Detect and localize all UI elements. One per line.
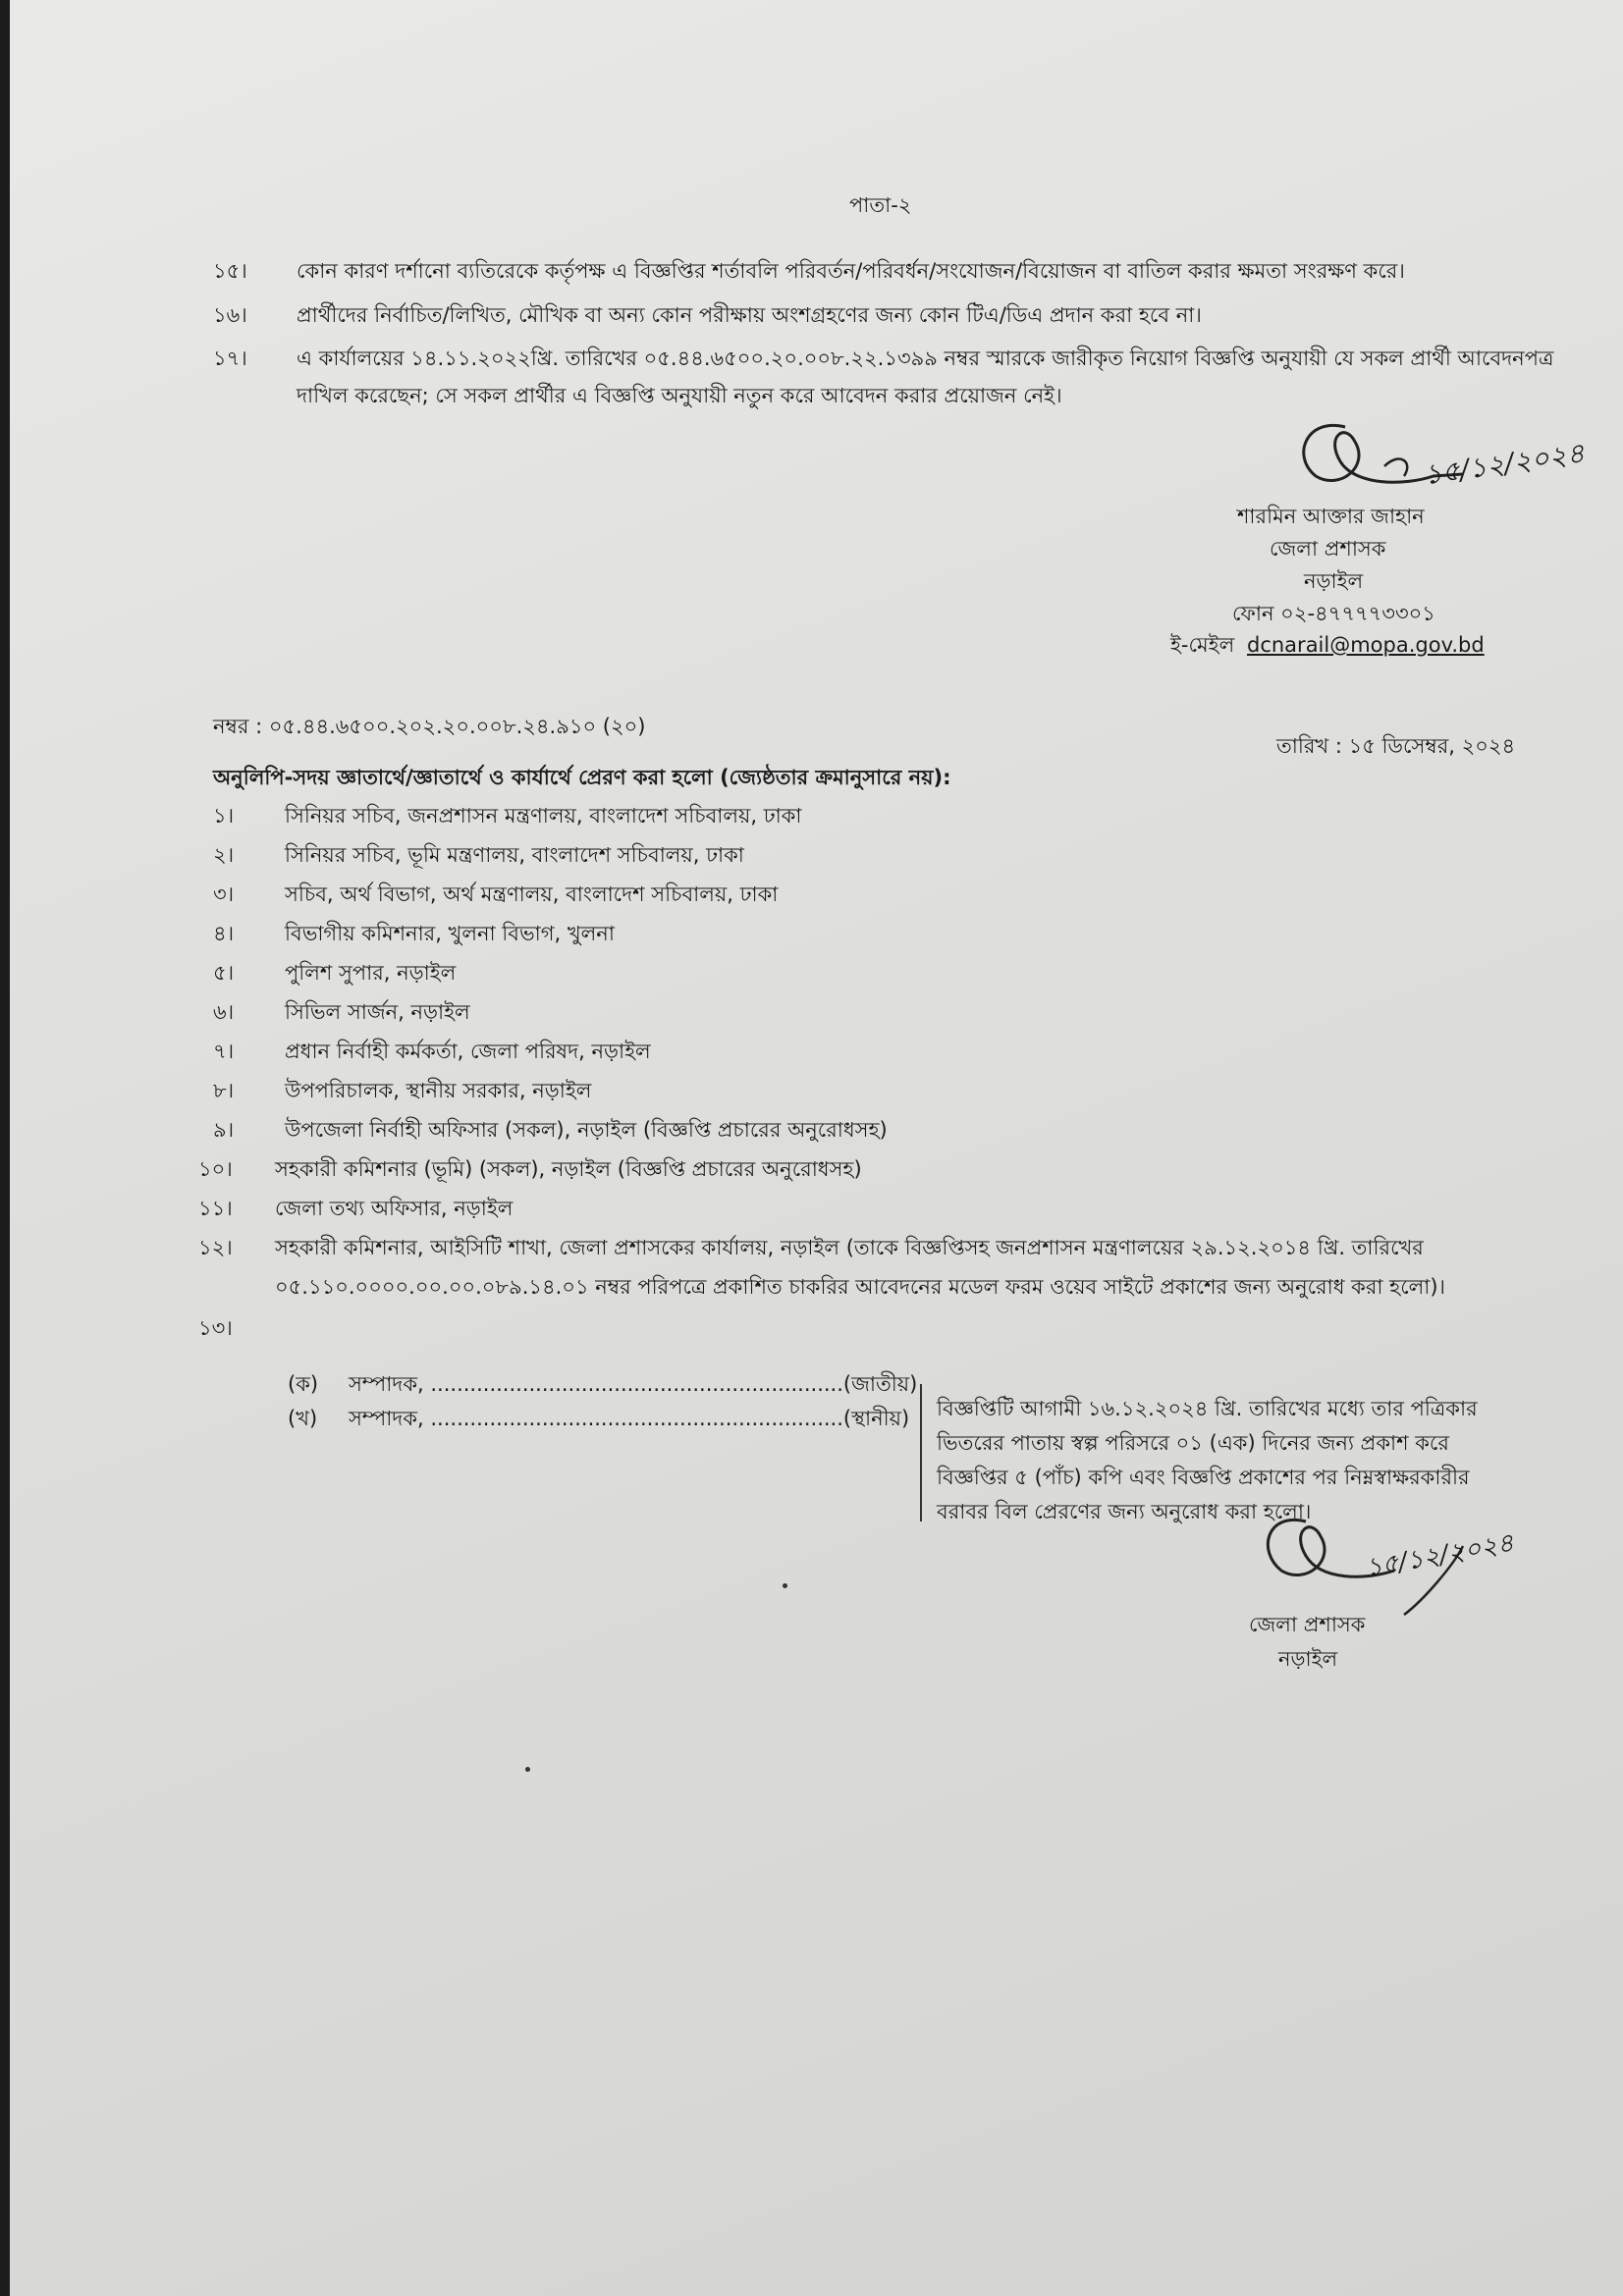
copy-number: ৫। [213,961,235,985]
copy-recipient: সহকারী কমিশনার, আইসিটি শাখা, জেলা প্রশাসকের কার্যালয়, নড়াইল (তাকে বিজ্ঞপ্তিসহ জনপ্রশাসন মন্ত্রণালয়ের ২৯.১২.২০১৪ খ্রি. তারিখের [275,1236,1424,1259]
copy-number: ৭। [213,1040,235,1063]
editor-note-line: বিজ্ঞপ্তির ৫ (পাঁচ) কপি এবং বিজ্ঞপ্তি প্রকাশের পর নিম্নস্বাক্ষরকারীর [937,1466,1470,1489]
copy-number: ৯। [213,1118,235,1142]
signatory-email[interactable]: dcnarail@mopa.gov.bd [1247,633,1485,657]
memo-date: তারিখ : ১৫ ডিসেম্বর, ২০২৪ [1276,734,1516,758]
copy-recipient: পুলিশ সুপার, নড়াইল [285,961,457,985]
copy-number: ১১। [198,1197,233,1220]
footer-district: নড়াইল [1278,1647,1338,1671]
signatory-email-label: ই-মেইল [1170,633,1235,657]
footer-designation: জেলা প্রশাসক [1249,1613,1366,1636]
condition-number: ১৫। [213,259,247,283]
condition-text: দাখিল করেছেন; সে সকল প্রার্থীর এ বিজ্ঞপ্তি অনুযায়ী নতুন করে আবেদন করার প্রয়োজন নেই। [297,384,1062,407]
editor-line: সম্পাদক, ...............................................................(স্থানীয়) [349,1407,910,1430]
condition-text: এ কার্যালয়ের ১৪.১১.২০২২খ্রি. তারিখের ০৫.৪৪.৬৫০০.২০.০০৮.২২.১৩৯৯ নম্বর স্মারকে জারীকৃত নিয়োগ বিজ্ঞপ্তি অনুযায়ী যে সকল প্রার্থী আবেদনপত্র [297,347,1554,370]
page-label: পাতা-২ [849,193,912,217]
editor-line: সম্পাদক, ...............................................................(জাতীয়) [349,1372,918,1396]
signatory-designation: জেলা প্রশাসক [1270,537,1386,561]
signatory-name: শারমিন আক্তার জাহান [1237,505,1425,528]
page-speck [783,1583,787,1588]
condition-text: প্রার্থীদের নির্বাচিত/লিখিত, মৌখিক বা অন্য কোন পরীক্ষায় অংশগ্রহণের জন্য কোন টিএ/ডিএ প্রদান করা হবে না। [297,303,1202,327]
copy-number: ১০। [198,1157,233,1181]
condition-text: কোন কারণ দর্শানো ব্যতিরেকে কর্তৃপক্ষ এ বিজ্ঞপ্তির শর্তাবলি পরিবর্তন/পরিবর্ধন/সংযোজন/বিয়োজন বা বাতিল করার ক্ষমতা সংরক্ষণ করে। [297,259,1405,283]
copy-recipient-continued: ০৫.১১০.০০০০.০০.০০.০৮৯.১৪.০১ নম্বর পরিপত্রে প্রকাশিত চাকরির আবেদনের মডেল ফরম ওয়েব সাইটে প্রকাশের জন্য অনুরোধ করা হলো)। [275,1275,1446,1299]
signatory-phone: ফোন ০২-৪৭৭৭৭৩৩০১ [1232,602,1435,625]
editor-note-line: বরাবর বিল প্রেরণের জন্য অনুরোধ করা হলো। [937,1500,1312,1523]
copy-recipient: সিভিল সার্জন, নড়াইল [285,1000,470,1024]
editor-note-line: ভিতরের পাতায় স্বল্প পরিসরে ০১ (এক) দিনের জন্য প্রকাশ করে [937,1431,1449,1455]
copy-number: ১। [213,804,235,828]
copy-recipient: জেলা তথ্য অফিসার, নড়াইল [275,1197,514,1220]
copy-recipient: সিনিয়র সচিব, জনপ্রশাসন মন্ত্রণালয়, বাংলাদেশ সচিবালয়, ঢাকা [285,804,802,828]
copy-recipient: সহকারী কমিশনার (ভূমি) (সকল), নড়াইল (বিজ্ঞপ্তি প্রচারের অনুরোধসহ) [275,1157,862,1181]
editor-note-line: বিজ্ঞপ্তিটি আগামী ১৬.১২.২০২৪ খ্রি. তারিখের মধ্যে তার পত্রিকার [937,1397,1478,1420]
copy-number: ৩। [213,882,235,906]
signature-date: ১৫/১২/২০২৪ [1363,1527,1517,1584]
copy-number: ৬। [213,1000,235,1024]
copy-number: ১৩। [198,1316,233,1340]
signatory-district: নড়াইল [1304,569,1364,593]
copy-number: ১২। [198,1236,233,1259]
copy-heading: অনুলিপি-সদয় জ্ঞাতার্থে/জ্ঞাতার্থে ও কার্যার্থে প্রেরণ করা হলো (জ্যেষ্ঠতার ক্রমানুসারে নয়): [213,766,951,789]
editor-divider [920,1384,922,1522]
copy-recipient: উপপরিচালক, স্থানীয় সরকার, নড়াইল [285,1079,592,1102]
memo-number: নম্বর : ০৫.৪৪.৬৫০০.২০২.২০.০০৮.২৪.৯১০ (২০) [213,715,646,738]
signature-date: ১৫/১২/২০২৪ [1422,436,1587,492]
editor-label: (ক) [288,1372,319,1396]
page-speck [525,1767,530,1772]
copy-recipient: সচিব, অর্থ বিভাগ, অর্থ মন্ত্রণালয়, বাংলাদেশ সচিবালয়, ঢাকা [285,882,779,906]
copy-recipient: বিভাগীয় কমিশনার, খুলনা বিভাগ, খুলনা [285,922,615,945]
document-page [10,0,1623,2296]
condition-number: ১৬। [213,303,247,327]
copy-number: ৮। [213,1079,235,1102]
editor-label: (খ) [288,1407,318,1430]
copy-number: ৪। [213,922,235,945]
copy-recipient: উপজেলা নির্বাহী অফিসার (সকল), নড়াইল (বিজ্ঞপ্তি প্রচারের অনুরোধসহ) [285,1118,888,1142]
copy-recipient: সিনিয়র সচিব, ভূমি মন্ত্রণালয়, বাংলাদেশ সচিবালয়, ঢাকা [285,843,744,867]
copy-number: ২। [213,843,235,867]
copy-recipient: প্রধান নির্বাহী কর্মকর্তা, জেলা পরিষদ, নড়াইল [285,1040,651,1063]
condition-number: ১৭। [213,347,247,370]
